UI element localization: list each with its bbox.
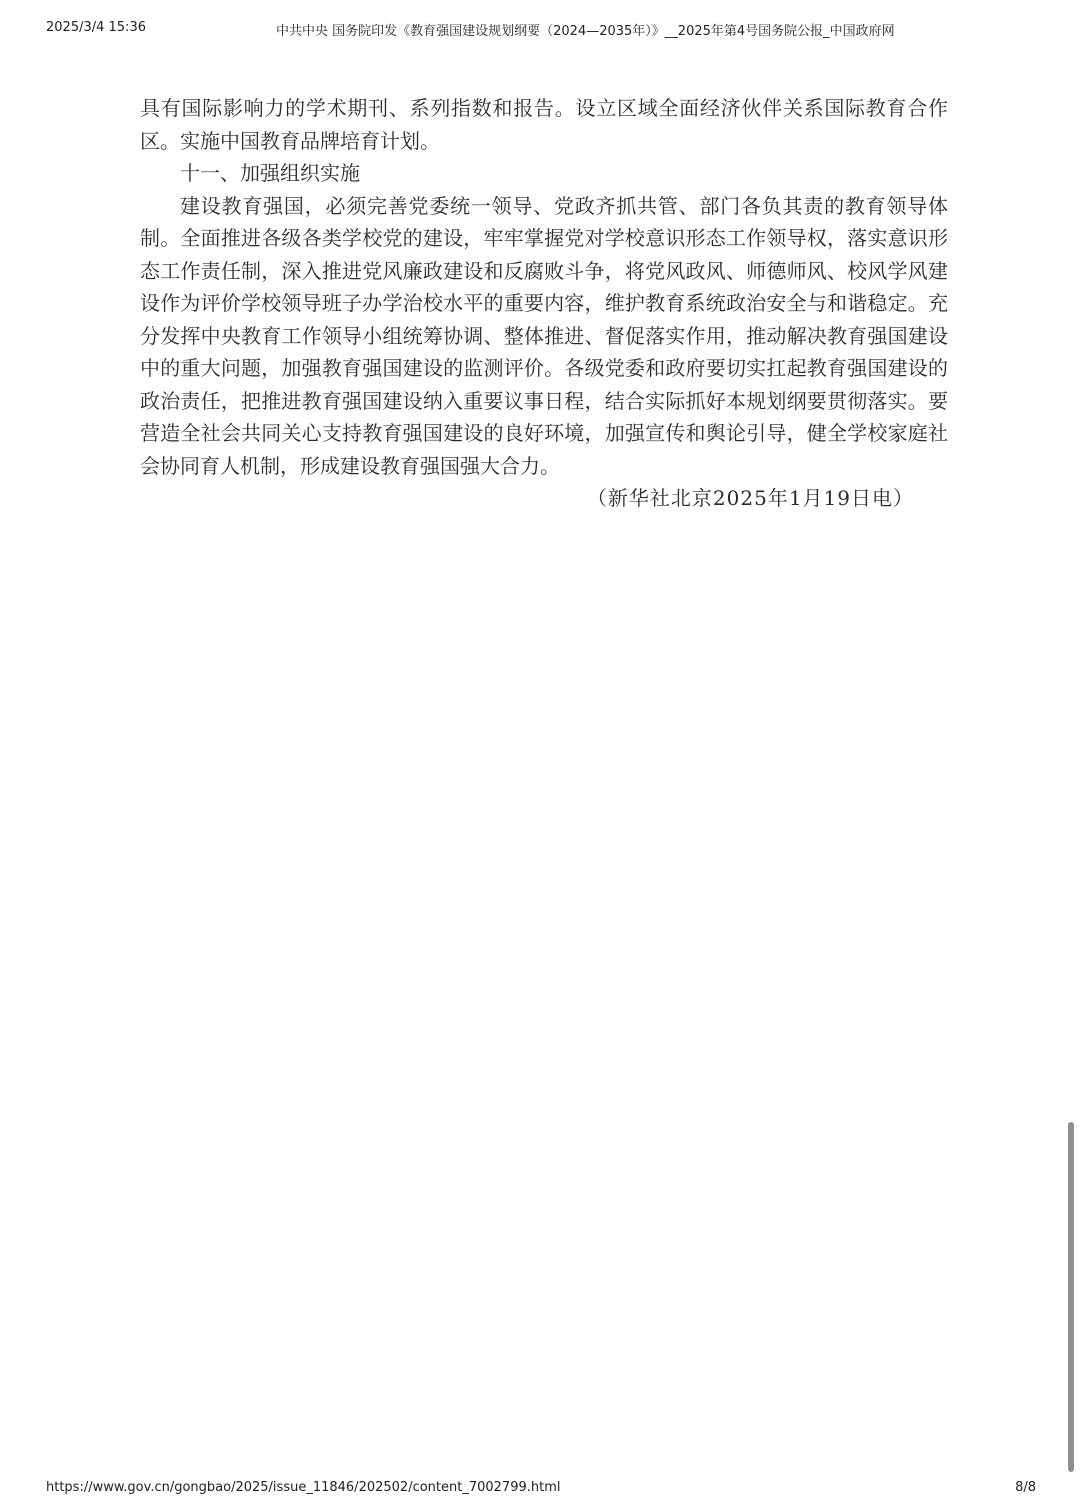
continued-paragraph: 具有国际影响力的学术期刊、系列指数和报告。设立区域全面经济伙伴关系国际教育合作区。实施中国教育品牌培育计划。 [140, 96, 948, 153]
scrollbar-thumb[interactable] [1068, 1122, 1074, 1472]
section-heading: 十一、加强组织实施 [180, 161, 360, 185]
page-number: 8/8 [1015, 1480, 1036, 1495]
print-datetime: 2025/3/4 15:36 [46, 20, 146, 35]
news-dateline: （新华社北京2025年1月19日电） [586, 486, 914, 510]
body-paragraph: 建设教育强国，必须完善党委统一领导、党政齐抓共管、部门各负其责的教育领导体制。全面推进各级各类学校党的建设，牢牢掌握党对学校意识形态工作领导权，落实意识形态工作责任制，深入推进党风廉政建设和反腐败斗争，将党风政风、师德师风、校风学风建设作为评价学校领导班子办学治校水平的重要内容，维护教育系统政治安全与和谐稳定。充分发挥中央教育工作领导小组统筹协调、整体推进、督促落实作用，推动解决教育强国建设中的重大问题，加强教育强国建设的监测评价。各级党委和政府要切实扛起教育强国建设的政治责任，把推进教育强国建设纳入重要议事日程，结合实际抓好本规划纲要贯彻落实。要营造全社会共同关心支持教育强国建设的良好环境，加强宣传和舆论引导，健全学校家庭社会协同育人机制，形成建设教育强国强大合力。 [140, 193, 948, 478]
print-page-title: 中共中央 国务院印发《教育强国建设规划纲要（2024—2035年）》__2025年第4号国务院公报_中国政府网 [276, 24, 895, 39]
vertical-scrollbar[interactable] [1066, 0, 1080, 1509]
print-source-url: https://www.gov.cn/gongbao/2025/issue_11846/202502/content_7002799.html [46, 1480, 561, 1495]
document-body [140, 92, 948, 515]
